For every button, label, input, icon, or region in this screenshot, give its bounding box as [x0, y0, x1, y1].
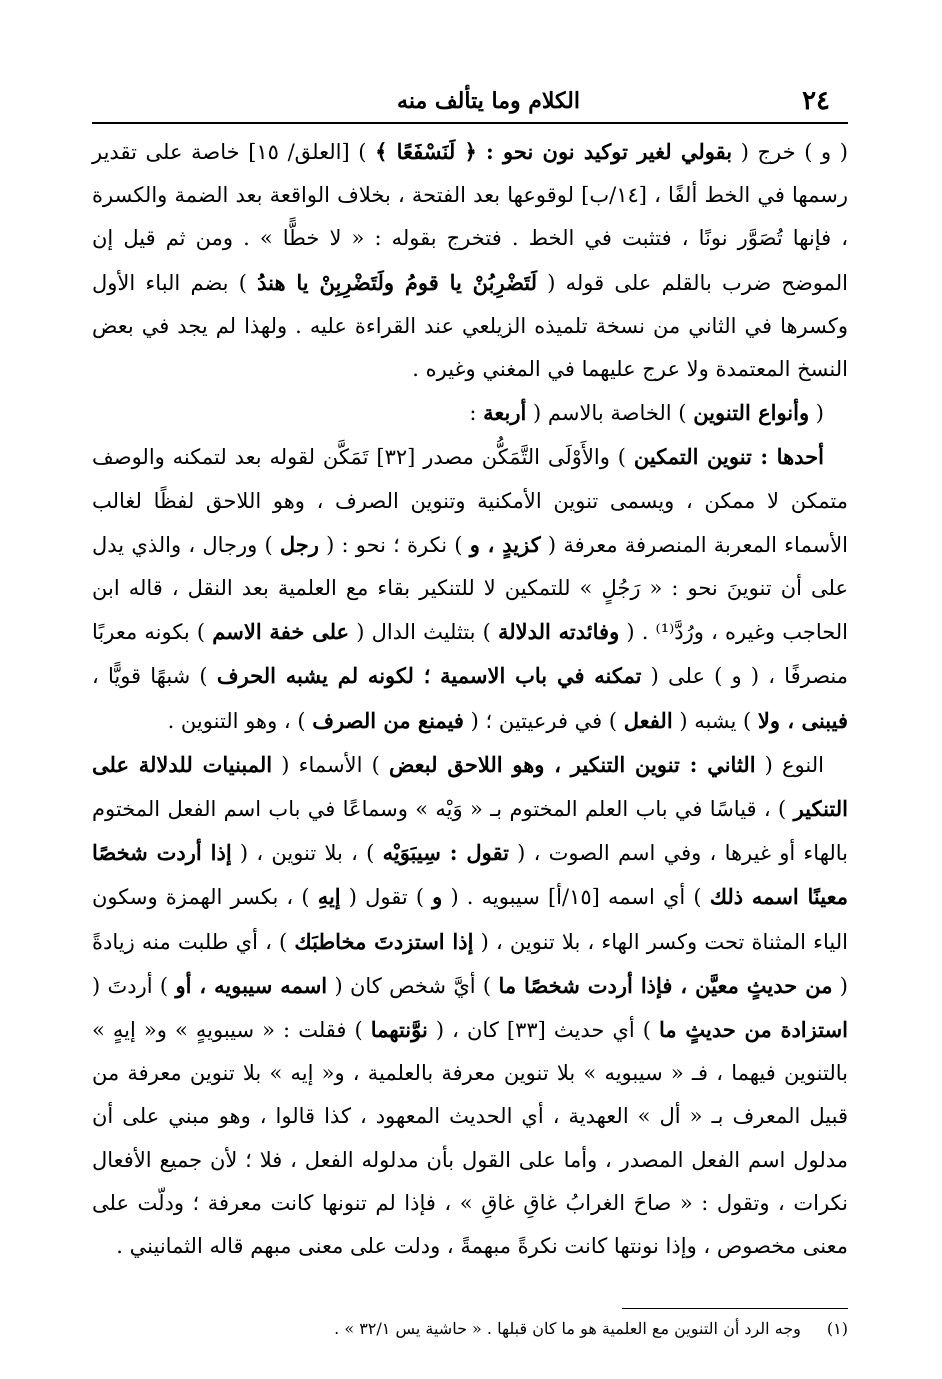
- commentary-text-segment: ) ، وهو التنوين .: [167, 708, 313, 733]
- commentary-text-segment: ) ورجال ، والذي يدل على أن تنوينَ نحو : « رَجُلٍ » للتمكين لا للتنكير بقاء مع العلمية بعد النقل ، قاله ابن الحاجب وغيره ، ورُدَّ⁽¹⁾ . (: [92, 532, 849, 645]
- page-number: ٢٤: [802, 86, 830, 116]
- matn-text-segment: تمكنه في باب الاسمية ؛ لكونه لم يشبه الحرف: [216, 663, 642, 689]
- commentary-text-segment: (: [809, 401, 824, 426]
- commentary-text-segment: :: [469, 401, 484, 426]
- matn-text-segment: تقول : سِيبَوَيْه: [382, 840, 509, 866]
- matn-text-segment: الثاني : تنوين التنكير ، وهو اللاحق لبعض: [388, 751, 756, 777]
- commentary-text-segment: ) الأسماء (: [272, 752, 389, 777]
- commentary-text-segment: ) يشبه (: [672, 708, 758, 733]
- commentary-text-segment: ) والأَوْلَى التَّمَكُّن مصدر [٣٢] تَمَكَّن لقوله بعد لتمكنه والوصف متمكن لا ممكن ، ويسمى تنوين الأمكنية وتنوين الصرف ، وهو اللاحق لفظًا لغالب الأسماء المعربة المنصرفة معرفة (: [92, 445, 848, 557]
- matn-text-segment: على خفة الاسم: [212, 619, 350, 645]
- paragraph-3: [92, 435, 848, 742]
- matn-text-segment: نوَّنتهما: [370, 1017, 428, 1043]
- matn-text-segment: فيمنع من الصرف: [312, 707, 464, 733]
- page-header: [92, 86, 848, 124]
- footnote-text: وجه الرد أن التنوين مع العلمية هو ما كان قبلها . « حاشية يس ٣٢/١ » .: [334, 1319, 801, 1338]
- commentary-text-segment: ) ، بلا تنوين ، (: [231, 841, 383, 866]
- body-text: [92, 130, 848, 1268]
- matn-text-segment: استزادة من حديثٍ ما: [659, 1017, 849, 1043]
- matn-text-segment: كزيدٍ ، و: [469, 531, 541, 557]
- commentary-text-segment: ) [العلق/ ١٥] خاصة على تقدير رسمها في الخط ألفًا ، [١٤/ب] لوقوعها بعد الفتحة ، بخلاف الواقعة بعد الضمة والكسرة ، فإنها تُصَوَّر نونًا ، فتثبت في الخط . فتخرج بقوله : « لا خطًّا » . ومن ثم قيل إن الموضح ضرب بالقلم على قوله (: [92, 140, 849, 295]
- matn-text-segment: وأنواع التنوين: [693, 400, 810, 426]
- matn-text-segment: لَتَضْرِبُنْ يا قومُ ولَتَضْرِبِنْ يا هندُ: [257, 269, 538, 295]
- matn-text-segment: من حديثٍ معيَّن ، فإذا أردت شخصًا ما: [498, 972, 833, 998]
- paragraph-1: [92, 130, 848, 391]
- commentary-text-segment: ) فقلت : « سيبويهٍ » و« إيهٍ » بالتنوين فيهما ، فـ « سيبويه » بلا تنوين معرفة بالعلمية ، و« إيه » بلا تنوين معرفة من قبيل المعرف بـ « أل » العهدية ، أي الحديث المعهود ، كذا قالوا ، وهو مبني على أن مدلول اسم الفعل المصدر ، وأما على القول بأن مدلوله الفعل ، فلا ؛ لأن جميع الأفعال نكرات ، وتقول : « صاحَ الغرابُ غاقِ غاقِ » ، فإذا لم تنونها كانت معرفة ؛ ودلّت على معنى مخصوص ، وإذا نونتها كانت نكرةً مبهمةً ، ودلت على معنى مبهم قاله الثمانيني .: [92, 1018, 848, 1259]
- matn-text-segment: إيهِ: [317, 884, 341, 910]
- footnote-separator: [622, 1308, 848, 1309]
- commentary-text-segment: ) في فرعيتين ؛ (: [463, 708, 624, 733]
- matn-text-segment: إذا أردت شخصًا معينًا اسمه ذلك: [92, 840, 848, 910]
- book-page: [92, 86, 848, 1356]
- matn-text-segment: بقولي لغير توكيد نون نحو : ﴿ لَنَسْفَعًا ﴾: [375, 139, 733, 164]
- matn-text-segment: المبنيات للدلالة على التنكير: [92, 751, 848, 822]
- commentary-text-segment: ) بضم الباء الأول وكسرها في الثاني من نسخة تلميذه الزيلعي عند القراءة عليه . ولهذا لم يجد في بعض النسخ المعتمدة ولا عرج عليهما في المغني وغيره .: [92, 270, 848, 382]
- commentary-text-segment: ) شبهًا قويًّا ،: [92, 664, 217, 689]
- running-title: الكلام وما يتألف منه: [397, 88, 580, 114]
- commentary-text-segment: ) ، أي طلبت منه زيادةً (: [92, 929, 848, 998]
- footnote-number: (١): [826, 1319, 848, 1338]
- footnote: [92, 1318, 848, 1340]
- commentary-text-segment: ( و ) خرج (: [732, 140, 848, 164]
- commentary-text-segment: ) بتثليث الدال (: [349, 620, 498, 645]
- matn-text-segment: أحدها : تنوين التمكين: [633, 444, 824, 470]
- matn-text-segment: و: [432, 884, 443, 910]
- commentary-text-segment: ) الخاصة بالاسم (: [526, 401, 694, 426]
- matn-text-segment: أربعة: [483, 400, 527, 426]
- commentary-text-segment: ) أي اسمه [١٥/أ] سيبويه . (: [442, 885, 710, 910]
- commentary-text-segment: ) نكرة ؛ نحو : (: [318, 532, 470, 557]
- commentary-text-segment: ) أردتَ (: [92, 973, 176, 998]
- matn-text-segment: اسمه سيبويه ، أو: [175, 972, 328, 998]
- matn-text-segment: إذا استزدتَ مخاطبَك: [294, 928, 474, 954]
- commentary-text-segment: ) ، بكسر الهمزة وسكون الياء المثناة تحت وكسر الهاء ، بلا تنوين ، (: [92, 885, 848, 954]
- matn-text-segment: فيبنى ، ولا: [757, 707, 848, 733]
- paragraph-4: [92, 743, 848, 1268]
- commentary-text-segment: النوع (: [755, 752, 824, 777]
- matn-text-segment: الفعل: [623, 707, 673, 733]
- commentary-text-segment: ) بكونه معربًا منصرفًا ، ( و ) على (: [92, 620, 848, 689]
- commentary-text-segment: ) أي حديث [٣٣] كان ، (: [427, 1018, 660, 1043]
- commentary-text-segment: ) ، قياسًا في باب العلم المختوم بـ « وَيْه » وسماعًا في باب اسم الفعل المختوم بالهاء أو غيرها ، وفي اسم الصوت ، (: [92, 797, 849, 866]
- matn-text-segment: وفائدته الدلالة: [498, 619, 620, 645]
- commentary-text-segment: ) أيَّ شخص كان (: [327, 973, 499, 998]
- matn-text-segment: رجل: [279, 531, 319, 557]
- paragraph-2: [92, 391, 848, 435]
- commentary-text-segment: ) تقول (: [340, 885, 433, 910]
